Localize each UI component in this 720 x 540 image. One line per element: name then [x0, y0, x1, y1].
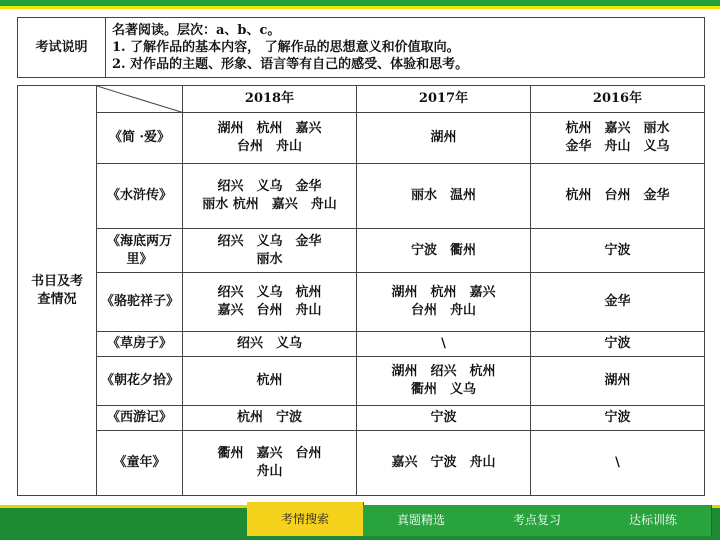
- nav-tab-4[interactable]: 达标训练: [595, 505, 712, 536]
- cell-2016: 杭州 嘉兴 丽水 金华 舟山 义乌: [531, 113, 705, 163]
- cell-2017: 湖州: [357, 113, 531, 163]
- cell-2016: 杭州 台州 金华: [531, 163, 705, 228]
- cell-2017: 湖州 绍兴 杭州 衢州 义乌: [357, 357, 531, 405]
- year-header-row: [18, 86, 705, 113]
- cell-2016: 宁波: [531, 228, 705, 272]
- table-row: [18, 163, 705, 228]
- cell-2017: 宁波 衢州: [357, 228, 531, 272]
- cell-2017: 嘉兴 宁波 舟山: [357, 430, 531, 495]
- book-title-cell: 《水浒传》: [97, 163, 183, 228]
- book-title-cell: 《简 ·爱》: [97, 113, 183, 163]
- cell-2017: \: [357, 331, 531, 356]
- cell-2018: 湖州 杭州 嘉兴 台州 舟山: [183, 113, 357, 163]
- cell-2018: 绍兴 义乌: [183, 331, 357, 356]
- table-row: [18, 430, 705, 495]
- diagonal-header-cell: [97, 86, 183, 113]
- cell-2018: 绍兴 义乌 金华 丽水 杭州 嘉兴 舟山: [183, 163, 357, 228]
- table-row: [18, 113, 705, 163]
- table-row: [18, 273, 705, 332]
- cell-2016: 宁波: [531, 331, 705, 356]
- table-row: [18, 405, 705, 430]
- nav-tab-3[interactable]: 考点复习: [479, 505, 596, 536]
- category-label-text: 书目及考查情况: [30, 273, 83, 307]
- diagonal-line: [97, 86, 182, 112]
- table-row: [18, 357, 705, 405]
- nav-tab-1[interactable]: 考情搜索: [247, 502, 364, 536]
- book-title-cell: 《西游记》: [97, 405, 183, 430]
- cell-2018: 杭州 宁波: [183, 405, 357, 430]
- cell-2017: 丽水 温州: [357, 163, 531, 228]
- year-header-2017: 2017年: [357, 86, 531, 113]
- cell-2018: 衢州 嘉兴 台州 舟山: [183, 430, 357, 495]
- cell-2016: 湖州: [531, 357, 705, 405]
- bottom-nav-bar: [0, 505, 720, 540]
- exam-info-table: [17, 17, 705, 78]
- books-table: [17, 85, 705, 496]
- exam-info-line-1: 名著阅读。层次：a、b、c。: [112, 23, 281, 38]
- books-table-body: [18, 86, 705, 496]
- exam-info-line-2: 1. 了解作品的基本内容， 了解作品的思想意义和价值取向。: [112, 40, 460, 55]
- cell-2017: 宁波: [357, 405, 531, 430]
- table-row: [18, 331, 705, 356]
- exam-info-label: 考试说明: [18, 18, 106, 78]
- book-title-cell: 《童年》: [97, 430, 183, 495]
- book-title-cell: 《海底两万里》: [97, 228, 183, 272]
- cell-2018: 杭州: [183, 357, 357, 405]
- table-row: [18, 228, 705, 272]
- nav-tab-2[interactable]: 真题精选: [363, 505, 480, 536]
- exam-info-description: [106, 18, 705, 78]
- cell-2016: 金华: [531, 273, 705, 332]
- cell-2016: \: [531, 430, 705, 495]
- book-title-cell: 《骆驼祥子》: [97, 273, 183, 332]
- year-header-2016: 2016年: [531, 86, 705, 113]
- cell-2018: 绍兴 义乌 金华 丽水: [183, 228, 357, 272]
- book-title-cell: 《草房子》: [97, 331, 183, 356]
- cell-2018: 绍兴 义乌 杭州 嘉兴 台州 舟山: [183, 273, 357, 332]
- top-yellow-stripe: [0, 6, 720, 9]
- cell-2017: 湖州 杭州 嘉兴 台州 舟山: [357, 273, 531, 332]
- category-label: [18, 86, 97, 496]
- year-header-2018: 2018年: [183, 86, 357, 113]
- cell-2016: 宁波: [531, 405, 705, 430]
- book-title-cell: 《朝花夕拾》: [97, 357, 183, 405]
- exam-info-line-3: 2. 对作品的主题、形象、语言等有自己的感受、体验和思考。: [112, 57, 469, 72]
